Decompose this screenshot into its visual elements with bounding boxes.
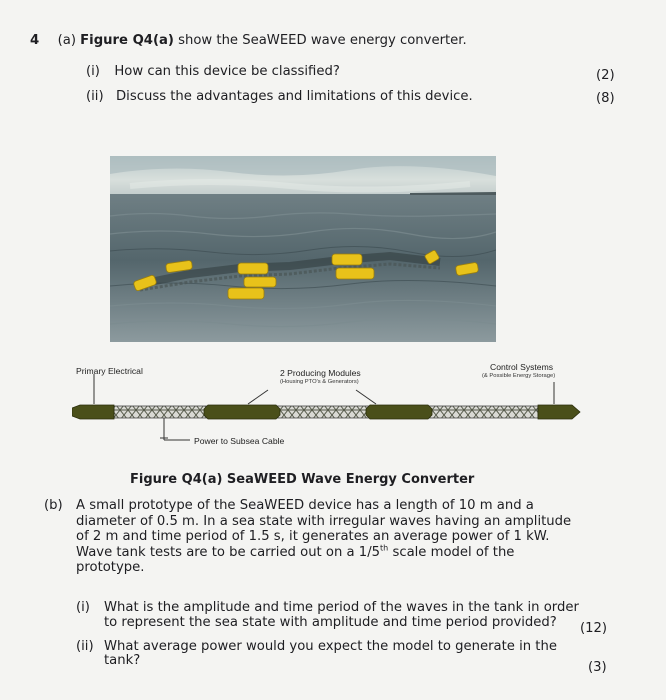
part-b-text [76, 498, 576, 576]
part-a-label: (a) [57, 33, 76, 48]
part-a-intro: show the SeaWEED wave energy converter. [178, 33, 467, 48]
label-control-systems-sub: (& Possible Energy Storage) [482, 373, 556, 379]
part-b-label: (b) [44, 498, 63, 513]
part-b-line: diameter of 0.5 m. In a sea state with irregular waves having an amplitude [76, 513, 572, 529]
label-power-cable: Power to Subsea Cable [194, 436, 285, 446]
part-b-ii-line2: tank? [104, 653, 141, 668]
part-b-ii-label: (ii) [76, 639, 94, 654]
marks-b-i: (12) [580, 621, 608, 636]
part-a-ii [86, 89, 473, 104]
label-producing-modules-sub: (Housing PTO's & Generators) [280, 379, 359, 385]
part-a-i [86, 64, 340, 79]
sub-text: How can this device be classified? [114, 64, 340, 79]
label-producing-modules: 2 Producing Modules [280, 368, 361, 378]
sub-label: (i) [86, 64, 100, 79]
part-a-figure-ref: Figure Q4(a) [80, 33, 174, 48]
marks-b-ii: (3) [588, 660, 607, 675]
sub-text: Discuss the advantages and limitations of this device. [116, 89, 473, 104]
part-b-ii-line1: What average power would you expect the model to generate in the [104, 639, 557, 654]
part-b-i-line1: What is the amplitude and time period of the waves in the tank in order [104, 600, 579, 615]
marks-a-ii: (8) [596, 91, 615, 106]
label-control-systems: Control Systems [490, 362, 554, 372]
part-b-i-line2: to represent the sea state with amplitude and time period provided? [104, 615, 557, 630]
part-b-line: A small prototype of the SeaWEED device has a length of 10 m and a [76, 498, 534, 513]
seaweed-photo [110, 156, 496, 342]
question-number: 4 [30, 33, 40, 48]
part-b-line: prototype. [76, 560, 145, 576]
seaweed-diagram [72, 360, 582, 455]
part-b-line-4-tail: scale model of the [388, 544, 515, 560]
part-b-line-4-start: Wave tank tests are to be carried out on a 1/5 [76, 544, 381, 560]
sea-scene [110, 156, 496, 342]
label-primary-electrical: Primary Electrical [76, 366, 143, 376]
marks-a-i: (2) [596, 68, 615, 83]
superscript: th [380, 543, 389, 553]
part-b-line-4 [76, 545, 576, 561]
question-header [30, 33, 467, 48]
part-b-i-label: (i) [76, 600, 90, 615]
part-b-line: of 2 m and time period of 1.5 s, it generates an average power of 1 kW. [76, 529, 550, 545]
figure-caption: Figure Q4(a) SeaWEED Wave Energy Converter [130, 472, 475, 487]
sub-label: (ii) [86, 89, 104, 104]
